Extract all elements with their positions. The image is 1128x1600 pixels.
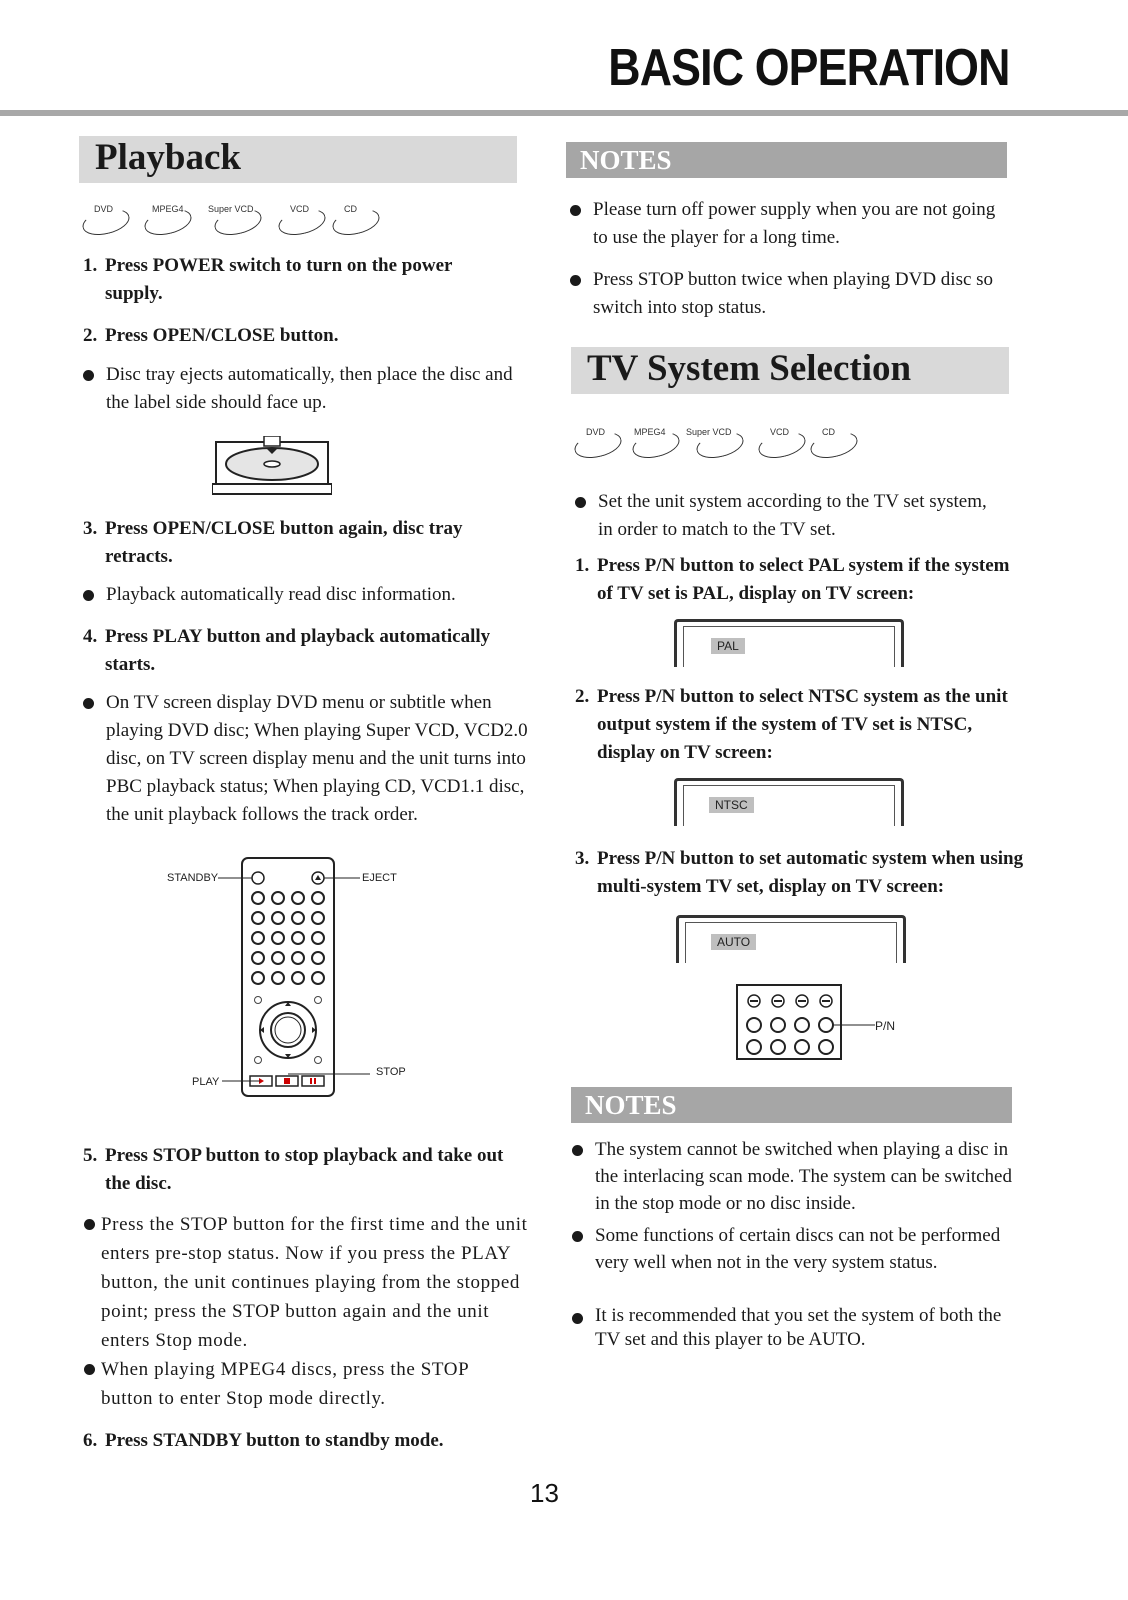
tv-screen-label: NTSC [709, 797, 754, 813]
page-header-title: BASIC OPERATION [608, 39, 1010, 97]
bullet-dot [572, 1145, 583, 1156]
step-number: 2. [575, 686, 590, 707]
disc-type-label: Super VCD [208, 204, 254, 214]
playback-bullet-tray [83, 361, 523, 417]
bullet-text: It is recommended that you set the system of both the TV set and this player to be AUTO. [595, 1305, 1002, 1350]
notes-item [570, 196, 1000, 252]
step-number: 3. [575, 848, 590, 869]
step-text: Press P/N button to select PAL system if the system of TV set is PAL, display on TV screen: [597, 555, 1010, 604]
step-text: Press P/N button to set automatic system when using multi-system TV set, display on TV screen: [597, 848, 1024, 897]
bullet-dot [570, 275, 581, 286]
step-text: Press P/N button to select NTSC system as the unit output system if the system of TV set is NTSC, display on TV screen: [597, 686, 1008, 763]
bullet-dot [575, 497, 586, 508]
playback-step-1 [83, 252, 523, 308]
bullet-dot [84, 1219, 95, 1230]
disc-type-cd-icon [332, 204, 382, 234]
playback-disc-type-icons [82, 204, 402, 240]
bullet-dot [83, 698, 94, 709]
page-number: 13 [530, 1478, 559, 1508]
disc-type-label: CD [344, 204, 357, 214]
step-number: 2. [83, 325, 98, 346]
disc-type-label: Super VCD [686, 427, 732, 437]
step-text: Press OPEN/CLOSE button. [105, 325, 339, 346]
step-text: Press STANDBY button to standby mode. [105, 1430, 444, 1451]
remote-callout-lines [200, 870, 370, 1090]
playback-step-6 [83, 1427, 523, 1455]
eject-callout-label: EJECT [362, 872, 397, 884]
disc-type-label: MPEG4 [634, 427, 666, 437]
disc-type-label: VCD [770, 427, 790, 437]
disc-type-super-vcd-icon [208, 204, 264, 234]
step-number: 5. [83, 1145, 98, 1166]
tv-system-section-title [571, 347, 1009, 394]
bullet-dot [83, 370, 94, 381]
bullet-dot [83, 590, 94, 601]
playback-title-text: Playback [95, 137, 241, 178]
bullet-text: Press STOP button twice when playing DVD disc so switch into stop status. [593, 269, 994, 318]
tv-system-step-3 [575, 845, 1040, 901]
disc-tray-illustration [212, 436, 332, 498]
stop-callout-label: STOP [376, 1066, 406, 1078]
notes-item [572, 1304, 1017, 1352]
playback-step-5 [83, 1142, 523, 1198]
disc-type-dvd-icon [574, 427, 624, 457]
step-text: Press PLAY button and playback automatically starts. [105, 626, 491, 675]
bullet-dot [84, 1364, 95, 1375]
disc-type-label: MPEG4 [152, 204, 184, 214]
tv-system-title-text: TV System Selection [587, 348, 912, 389]
bullet-text: Playback automatically read disc information. [106, 584, 456, 605]
tv-screen-label: PAL [711, 638, 745, 654]
tv-screen-label: AUTO [711, 934, 756, 950]
playback-step-2 [83, 322, 523, 350]
bullet-text: The system cannot be switched when playing a disc in the interlacing scan mode. The system can be switched in the stop mode or no disc inside. [595, 1139, 1012, 1214]
play-callout-label: PLAY [192, 1076, 220, 1088]
disc-type-dvd-icon [82, 204, 132, 234]
tv-screen-pal [674, 619, 904, 667]
notes-section-title: NOTES [571, 1087, 1012, 1123]
disc-type-label: DVD [94, 204, 114, 214]
disc-type-mpeg4-icon [632, 427, 682, 457]
bullet-dot [570, 205, 581, 216]
bullet-text: When playing MPEG4 discs, press the STOP button to enter Stop mode directly. [101, 1359, 469, 1409]
notes-item [572, 1136, 1012, 1217]
pn-callout-label: P/N [875, 1019, 896, 1033]
header-rule [0, 110, 1128, 116]
disc-type-label: VCD [290, 204, 310, 214]
step-number: 1. [83, 255, 98, 276]
pn-callout-line [833, 1020, 877, 1030]
step-number: 1. [575, 555, 590, 576]
tv-system-bullet-intro [575, 488, 1005, 544]
step-number: 3. [83, 518, 98, 539]
notes-section-title: NOTES [566, 142, 1007, 178]
bullet-text: Please turn off power supply when you are not going to use the player for a long time. [593, 199, 996, 248]
bullet-text: On TV screen display DVD menu or subtitle when playing DVD disc; When playing Super VCD, VCD2.0 disc, on TV screen display menu and the unit turns into PBC playback status; When playing CD, VCD1.1 disc, the unit playback follows the track order. [106, 692, 528, 825]
playback-step-3 [83, 515, 523, 571]
playback-section-title [79, 136, 517, 183]
disc-type-label: CD [822, 427, 835, 437]
bullet-text: Some functions of certain discs can not be performed very well when not in the very system status. [595, 1225, 1001, 1273]
disc-type-super-vcd-icon [686, 427, 746, 457]
bullet-text: Set the unit system according to the TV set system, in order to match to the TV set. [598, 491, 987, 540]
playback-bullet-stop [83, 1210, 543, 1355]
tv-screen-ntsc [674, 778, 904, 826]
standby-callout-label: STANDBY [167, 872, 219, 884]
tv-system-disc-type-icons [574, 427, 894, 463]
bullet-text: Disc tray ejects automatically, then place the disc and the label side should face up. [106, 364, 513, 413]
bullet-dot [572, 1231, 583, 1242]
playback-step-4 [83, 623, 533, 679]
playback-bullet-mpeg4 [83, 1355, 503, 1413]
disc-type-label: DVD [586, 427, 606, 437]
disc-type-vcd-icon [278, 204, 328, 234]
tv-system-step-1 [575, 552, 1035, 608]
bullet-dot [572, 1313, 583, 1324]
disc-type-cd-icon [810, 427, 860, 457]
notes-item [570, 266, 1010, 322]
tv-screen-auto [676, 915, 906, 963]
notes-item [572, 1222, 1012, 1276]
step-text: Press OPEN/CLOSE button again, disc tray retracts. [105, 518, 463, 567]
step-text: Press STOP button to stop playback and take out the disc. [105, 1145, 504, 1194]
pn-remote-fragment-illustration [736, 984, 846, 1062]
step-text: Press POWER switch to turn on the power supply. [105, 255, 453, 304]
tv-system-step-2 [575, 683, 1035, 767]
disc-type-mpeg4-icon [144, 204, 194, 234]
step-number: 4. [83, 626, 98, 647]
disc-type-vcd-icon [758, 427, 808, 457]
bullet-text: Press the STOP button for the first time and the unit enters pre-stop status. Now if you press the PLAY button, the unit continues playing from the stopped point; press the STOP button again and the unit enters Stop mode. [101, 1214, 528, 1351]
playback-bullet-menu [83, 689, 528, 829]
playback-bullet-read [83, 581, 523, 609]
step-number: 6. [83, 1430, 98, 1451]
